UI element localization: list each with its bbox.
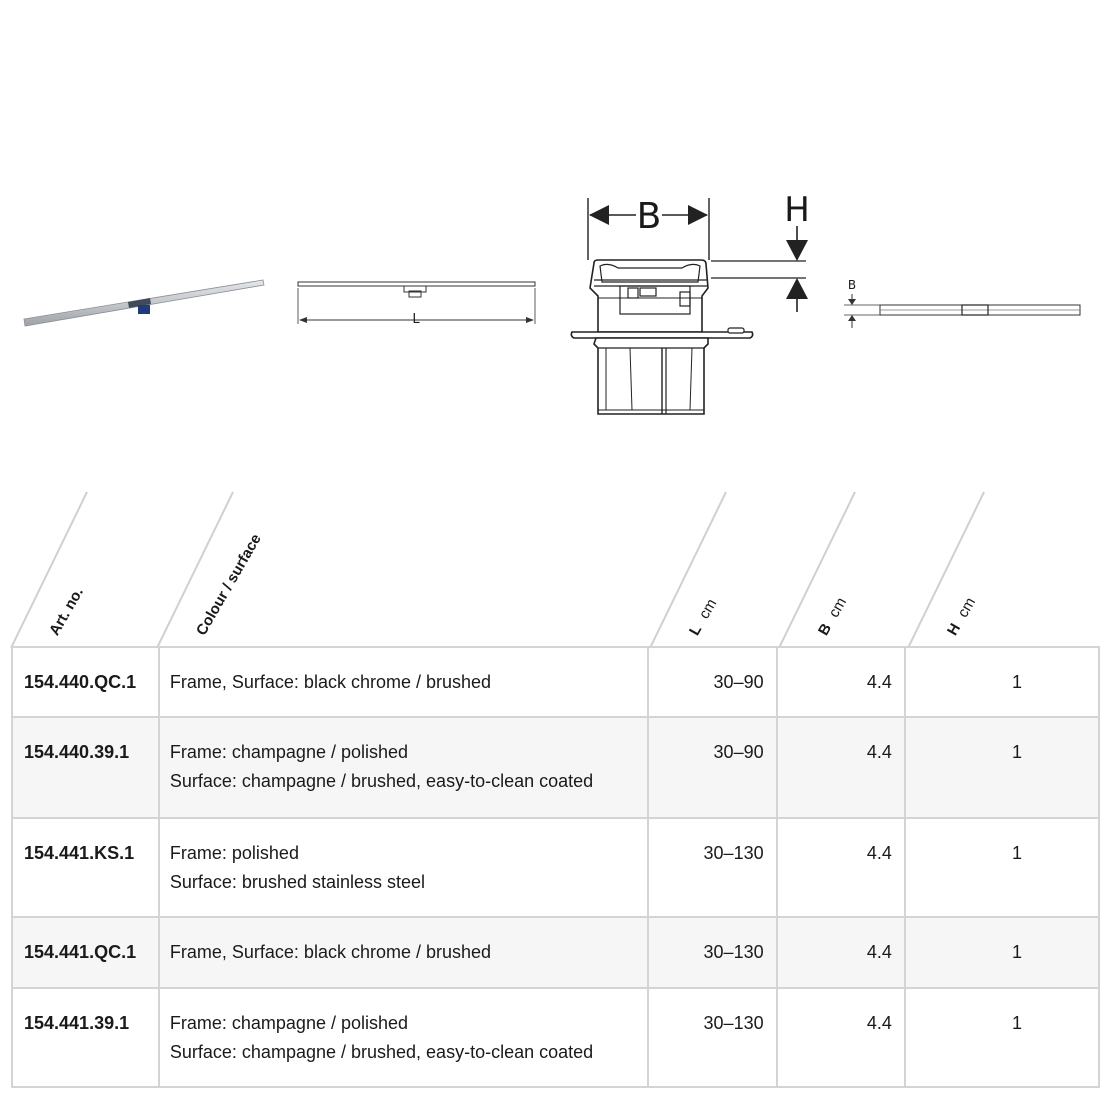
height-value: 1 bbox=[1011, 1013, 1022, 1033]
spec-table bbox=[11, 646, 1100, 1088]
description-line: Frame, Surface: black chrome / brushed bbox=[169, 942, 492, 962]
height-value: 1 bbox=[1011, 742, 1022, 762]
header-b-unit: cm bbox=[825, 594, 851, 621]
description-line: Surface: champagne / brushed, easy-to-clean coated bbox=[169, 1042, 594, 1062]
art-no: 154.441.39.1 bbox=[24, 1013, 130, 1033]
description-line: Surface: brushed stainless steel bbox=[169, 872, 426, 892]
length-value: 30–90 bbox=[713, 672, 764, 692]
header-colour-surface-label: Colour / surface bbox=[193, 531, 265, 639]
table-row bbox=[12, 717, 1099, 818]
top-view-drawing bbox=[836, 274, 1086, 334]
length-value: 30–90 bbox=[713, 742, 764, 762]
description-line: Frame, Surface: black chrome / brushed bbox=[169, 672, 492, 692]
height-value: 1 bbox=[1011, 942, 1022, 962]
width-value: 4.4 bbox=[866, 1013, 892, 1033]
description-line: Frame: champagne / polished bbox=[169, 742, 409, 762]
length-value: 30–130 bbox=[703, 843, 764, 863]
table-header-lines bbox=[0, 480, 1100, 650]
length-value: 30–130 bbox=[703, 942, 764, 962]
width-value: 4.4 bbox=[866, 742, 892, 762]
table-row bbox=[12, 988, 1099, 1087]
width-value: 4.4 bbox=[866, 942, 892, 962]
cross-section-drawing bbox=[568, 188, 818, 418]
header-l-label: L bbox=[686, 622, 706, 639]
header-h-unit: cm bbox=[954, 594, 980, 621]
height-value: 1 bbox=[1011, 843, 1022, 863]
cross-section-label-h: H bbox=[784, 190, 810, 230]
header-b-label: B bbox=[815, 620, 836, 639]
product-image bbox=[20, 275, 270, 335]
technical-drawings bbox=[0, 0, 1100, 470]
header-l-unit: cm bbox=[695, 596, 721, 622]
table-row bbox=[12, 917, 1099, 988]
art-no: 154.440.39.1 bbox=[24, 742, 130, 762]
art-no: 154.440.QC.1 bbox=[24, 672, 137, 692]
table-row bbox=[12, 647, 1099, 717]
header-art-no-label: Art. no. bbox=[46, 584, 87, 639]
width-value: 4.4 bbox=[866, 672, 892, 692]
spec-table-area bbox=[0, 480, 1100, 1100]
length-value: 30–130 bbox=[703, 1013, 764, 1033]
side-view-drawing bbox=[296, 278, 538, 328]
description-line: Frame: polished bbox=[169, 843, 299, 863]
art-no: 154.441.QC.1 bbox=[24, 942, 137, 962]
height-value: 1 bbox=[1011, 672, 1022, 692]
cross-section-label-b: B bbox=[636, 196, 662, 237]
side-view-label-l: L bbox=[412, 312, 420, 327]
header-h-label: H bbox=[944, 620, 965, 639]
table-row bbox=[12, 818, 1099, 917]
art-no: 154.441.KS.1 bbox=[24, 843, 135, 863]
width-value: 4.4 bbox=[866, 843, 892, 863]
description-line: Surface: champagne / brushed, easy-to-clean coated bbox=[169, 771, 594, 791]
description-line: Frame: champagne / polished bbox=[169, 1013, 409, 1033]
top-view-label-b: B bbox=[847, 278, 857, 292]
